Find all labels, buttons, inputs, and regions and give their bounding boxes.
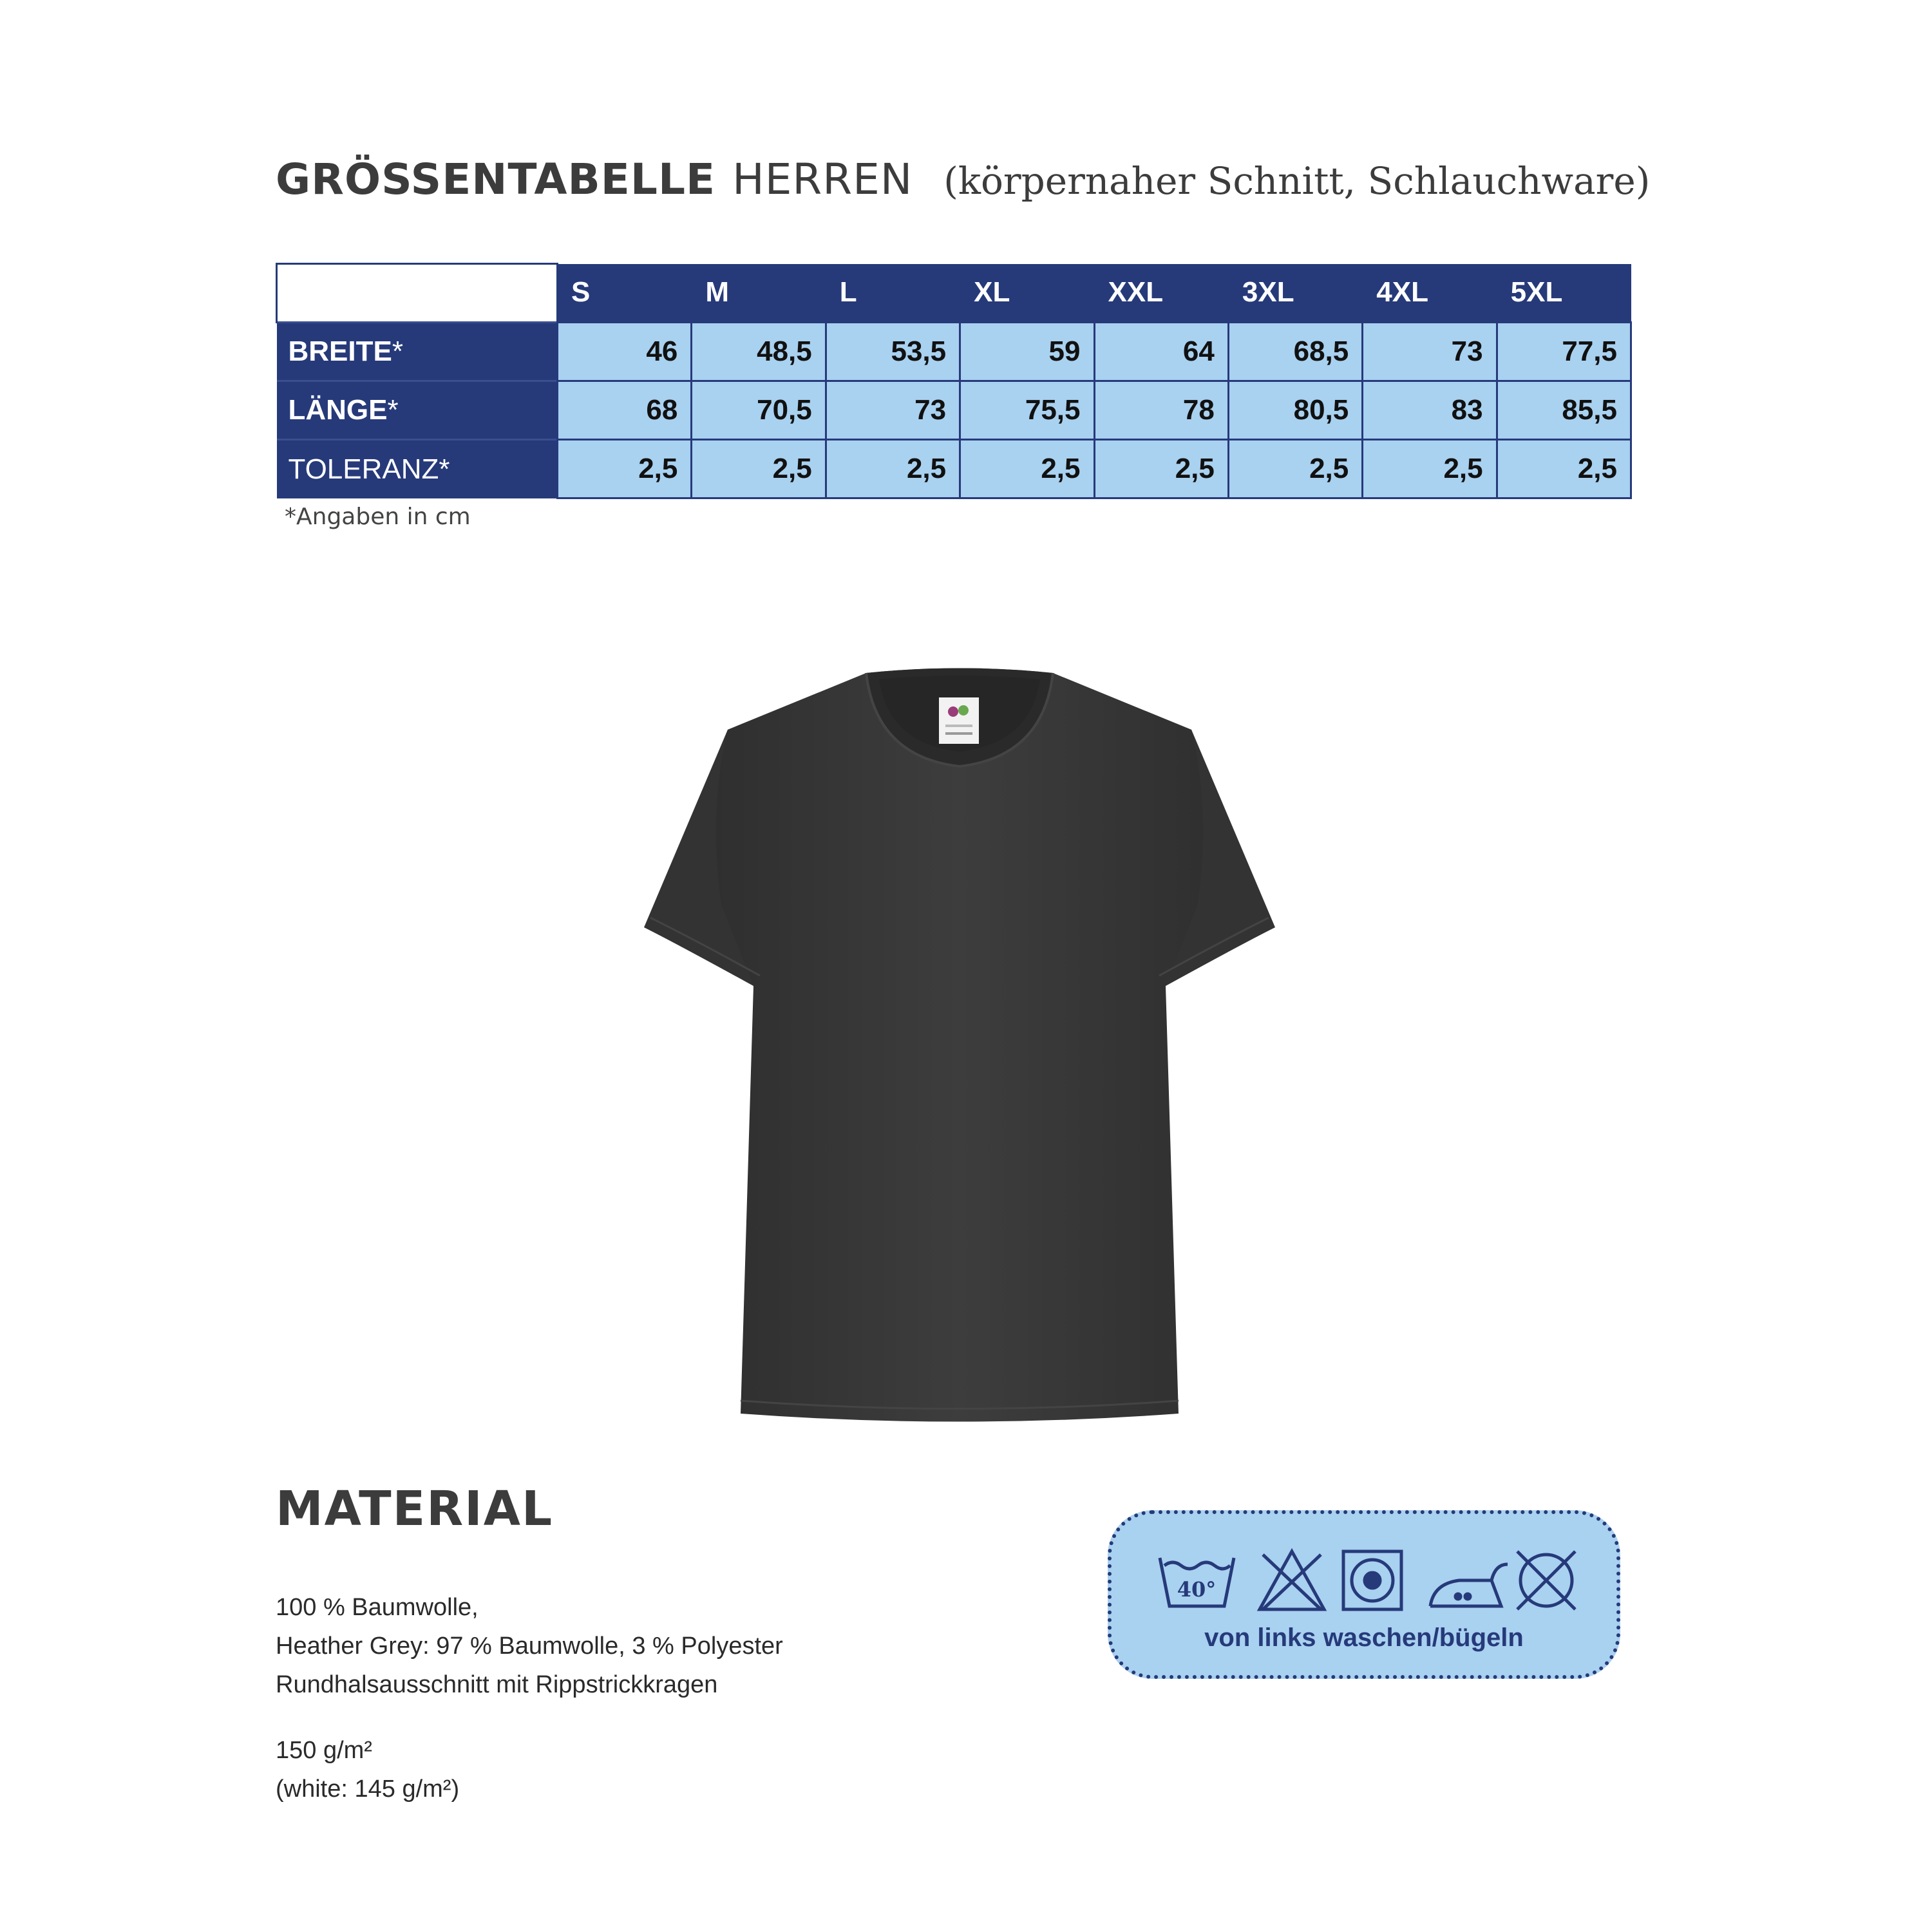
tumble-dry-icon bbox=[1343, 1551, 1401, 1609]
wash-temp-label: 40° bbox=[1177, 1577, 1217, 1602]
table-cell: 2,5 bbox=[1497, 440, 1631, 498]
table-cell: 73 bbox=[826, 381, 960, 440]
table-cell: 70,5 bbox=[692, 381, 826, 440]
size-header: M bbox=[692, 264, 826, 323]
care-icons bbox=[1157, 1545, 1582, 1616]
table-cell: 2,5 bbox=[692, 440, 826, 498]
material-line: Rundhalsausschnitt mit Rippstrickkragen bbox=[276, 1671, 718, 1698]
row-label-toleranz bbox=[277, 440, 558, 498]
table-cell: 2,5 bbox=[1363, 440, 1497, 498]
table-cell: 80,5 bbox=[1228, 381, 1362, 440]
size-header: 3XL bbox=[1228, 264, 1362, 323]
size-header-row bbox=[277, 264, 1631, 323]
table-cell: 85,5 bbox=[1497, 381, 1631, 440]
table-row-breite bbox=[277, 323, 1631, 381]
page-title bbox=[276, 155, 1650, 213]
table-cell: 83 bbox=[1363, 381, 1497, 440]
table-cell: 75,5 bbox=[960, 381, 1094, 440]
row-label-text: LÄNGE bbox=[288, 394, 388, 426]
material-heading: MATERIAL bbox=[276, 1481, 554, 1537]
table-corner bbox=[277, 264, 558, 323]
table-cell: 68 bbox=[558, 381, 692, 440]
table-row-toleranz bbox=[277, 440, 1631, 498]
row-label-text: BREITE bbox=[288, 336, 392, 367]
table-cell: 2,5 bbox=[960, 440, 1094, 498]
size-header: 4XL bbox=[1363, 264, 1497, 323]
no-bleach-icon bbox=[1260, 1551, 1324, 1609]
table-cell: 2,5 bbox=[826, 440, 960, 498]
row-label-suffix: * bbox=[387, 394, 399, 426]
size-table bbox=[276, 263, 1632, 499]
table-cell: 46 bbox=[558, 323, 692, 381]
table-cell: 77,5 bbox=[1497, 323, 1631, 381]
table-cell: 68,5 bbox=[1228, 323, 1362, 381]
table-cell: 2,5 bbox=[1094, 440, 1228, 498]
size-header: S bbox=[558, 264, 692, 323]
table-cell: 48,5 bbox=[692, 323, 826, 381]
size-header: XXL bbox=[1094, 264, 1228, 323]
table-footnote: *Angaben in cm bbox=[285, 504, 471, 530]
table-cell: 64 bbox=[1094, 323, 1228, 381]
no-dry-clean-icon bbox=[1517, 1551, 1575, 1609]
weight-line: (white: 145 g/m²) bbox=[276, 1776, 460, 1803]
fabric-weight bbox=[276, 1731, 459, 1808]
table-row-laenge bbox=[277, 381, 1631, 440]
table-cell: 78 bbox=[1094, 381, 1228, 440]
wash-40-icon bbox=[1160, 1558, 1234, 1606]
title-note: (körpernaher Schnitt, Schlauchware) bbox=[943, 159, 1651, 203]
material-line: 100 % Baumwolle, bbox=[276, 1594, 478, 1621]
size-header: L bbox=[826, 264, 960, 323]
care-instructions bbox=[1108, 1510, 1620, 1679]
title-category: HERREN bbox=[732, 155, 913, 204]
iron-low-icon bbox=[1430, 1564, 1508, 1606]
row-label-suffix: * bbox=[392, 336, 403, 367]
table-cell: 73 bbox=[1363, 323, 1497, 381]
row-label-breite bbox=[277, 323, 558, 381]
table-cell: 2,5 bbox=[558, 440, 692, 498]
row-label-text: TOLERANZ* bbox=[288, 453, 450, 485]
table-cell: 59 bbox=[960, 323, 1094, 381]
size-header: 5XL bbox=[1497, 264, 1631, 323]
weight-line: 150 g/m² bbox=[276, 1737, 372, 1764]
size-header: XL bbox=[960, 264, 1094, 323]
care-text: von links waschen/bügeln bbox=[1204, 1624, 1524, 1652]
row-label-laenge bbox=[277, 381, 558, 440]
material-description bbox=[276, 1588, 783, 1704]
table-cell: 2,5 bbox=[1228, 440, 1362, 498]
tshirt-image bbox=[631, 660, 1288, 1433]
title-main: GRÖSSENTABELLE bbox=[276, 155, 716, 204]
material-line: Heather Grey: 97 % Baumwolle, 3 % Polyester bbox=[276, 1633, 783, 1660]
table-cell: 53,5 bbox=[826, 323, 960, 381]
